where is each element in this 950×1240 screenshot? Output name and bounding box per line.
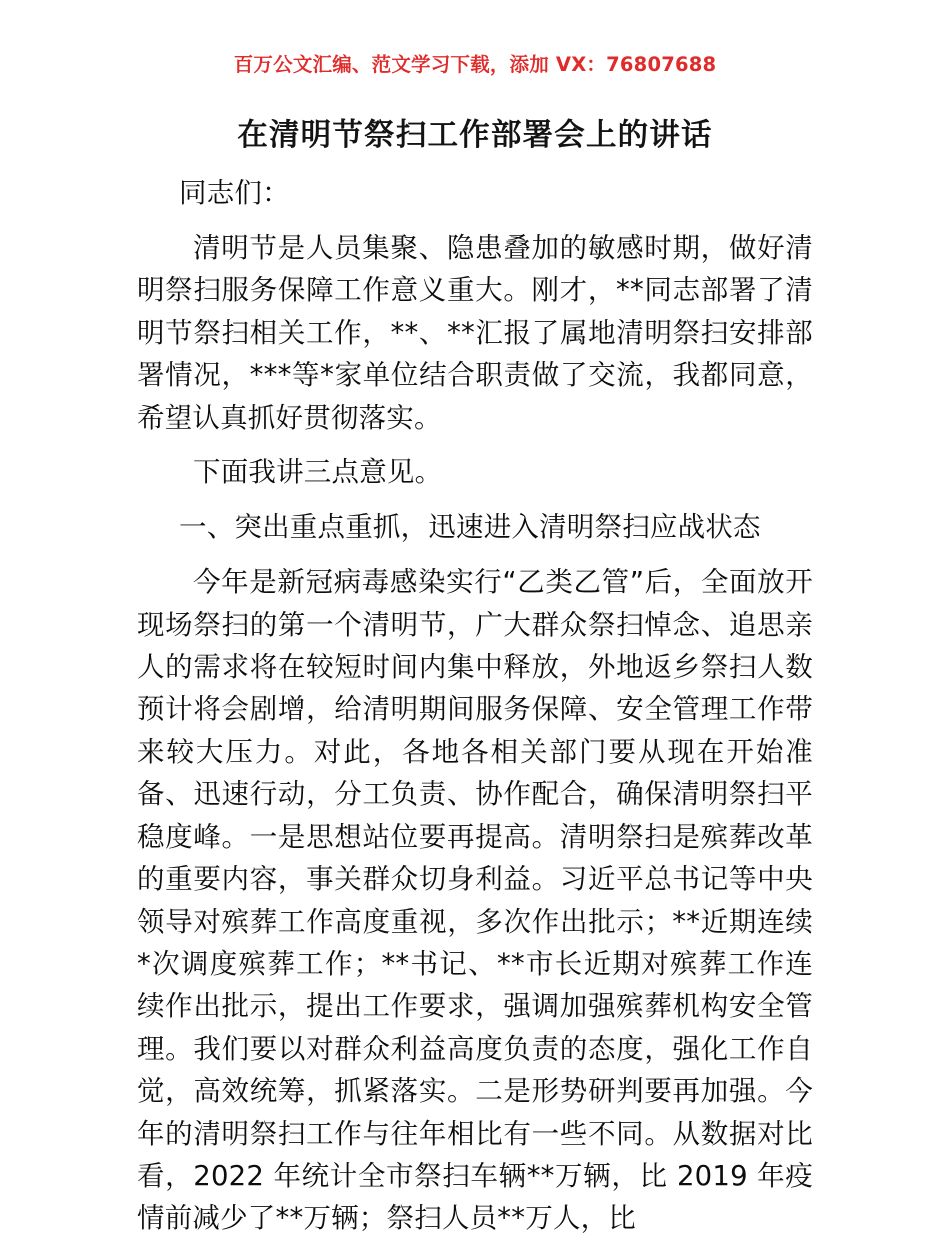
document-body [137,172,813,1240]
page-title: 在清明节祭扫工作部署会上的讲话 [237,118,713,153]
promo-banner: 百万公文汇编、范文学习下载，添加 VX：76807688 [233,53,717,76]
paragraph-three-points: 下面我讲三点意见。 [193,456,443,489]
paragraph-section-one-body: 今年是新冠病毒感染实行“乙类乙管”后，全面放开现场祭扫的第一个清明节，广大群众祭扫悼念、追思亲人的需求将在较短时间内集中释放，外地返乡祭扫人数预计将会剧增，给清明期间服务保障、安全管理工作带来较大压力。对此，各地各相关部门要从现在开始准备、迅速行动，分工负责、协作配合，确保清明祭扫平稳度峰。一是思想站位要再提高。清明祭扫是殡葬改革的重要内容，事关群众切身利益。习近平总书记等中央领导对殡葬工作高度重视，多次作出批示；**近期连续*次调度殡葬工作；**书记、**市长近期对殡葬工作连续作出批示，提出工作要求，强调加强殡葬机构安全管理。我们要以对群众利益高度负责的态度，强化工作自觉，高效统筹，抓紧落实。二是形势研判要再加强。今年的清明祭扫工作与往年相比有一些不同。从数据对比看，2022 年统计全市祭扫车辆**万辆，比 2019 年疫情前减少了**万辆；祭扫人员**万人，比 [137,566,813,1235]
section-heading-one: 一、突出重点重抓，迅速进入清明祭扫应战状态 [179,511,761,544]
paragraph-opening: 清明节是人员集聚、隐患叠加的敏感时期，做好清明祭扫服务保障工作意义重大。刚才，**同志部署了清明节祭扫相关工作，**、**汇报了属地清明祭扫安排部署情况，***等*家单位结合职责做了交流，我都同意，希望认真抓好贯彻落实。 [137,231,813,434]
paragraph-salutation: 同志们： [179,177,290,209]
